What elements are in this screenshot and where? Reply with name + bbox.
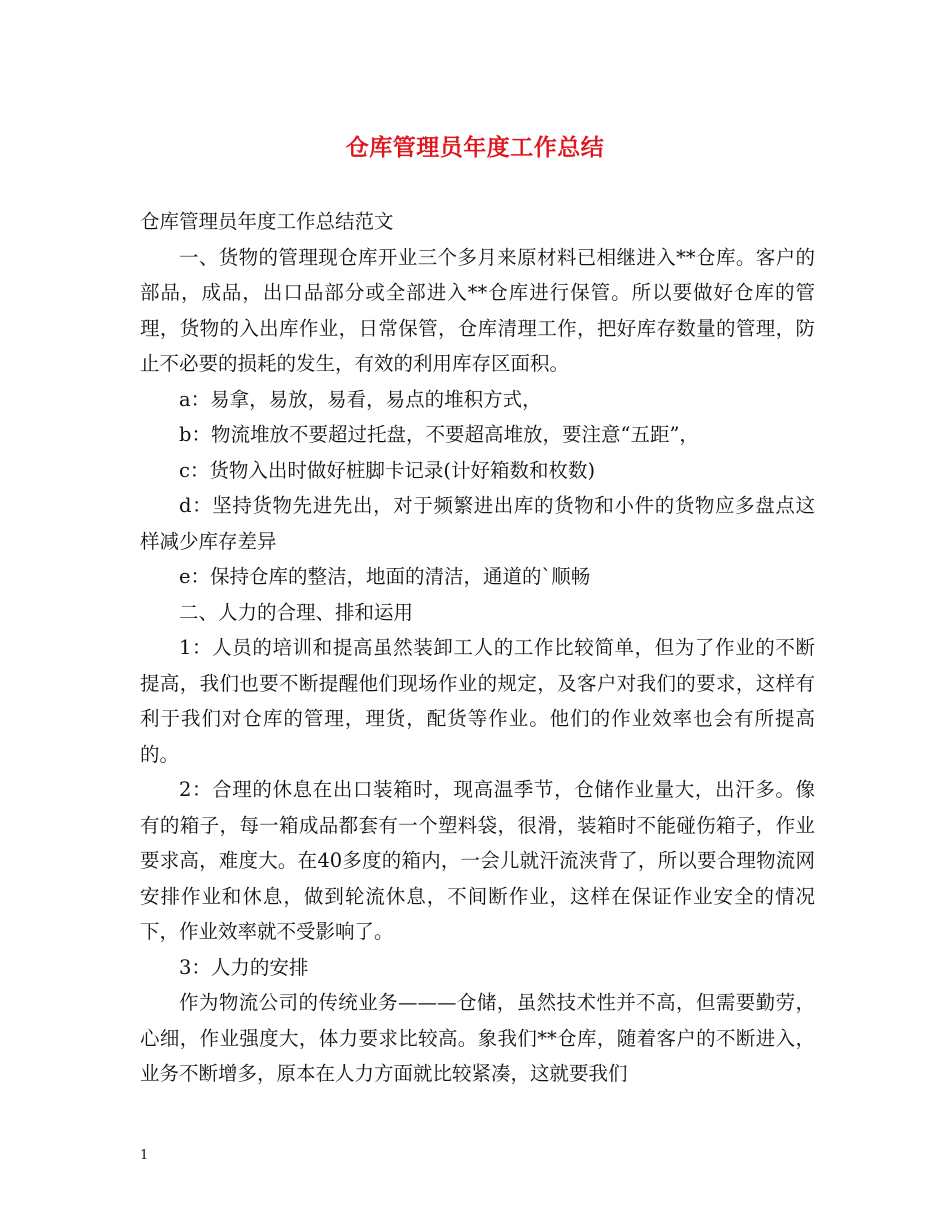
document-body bbox=[140, 204, 815, 1092]
list-item-c: c：货物入出时做好桩脚卡记录(计好箱数和枚数) bbox=[179, 458, 596, 482]
page-number: 1 bbox=[140, 1148, 149, 1163]
section-heading-arrangement: 3：人力的安排 bbox=[179, 955, 309, 979]
paragraph-training: 1：人员的培训和提高虽然装卸工人的工作比较简单，但为了作业的不断提高，我们也要不断提醒他们现场作业的规定，及客户对我们的要求，这样有利于我们对仓库的管理，理货，配货等作业。他们的作业效率也会有所提高的。 bbox=[140, 636, 815, 766]
list-item-a: a：易拿，易放，易看，易点的堆积方式， bbox=[179, 387, 542, 411]
document-subtitle: 仓库管理员年度工作总结范文 bbox=[140, 210, 394, 233]
list-item-b: b：物流堆放不要超过托盘，不要超高堆放，要注意“五距”， bbox=[179, 423, 699, 446]
section-heading-manpower: 二、人力的合理、排和运用 bbox=[179, 600, 414, 624]
paragraph-arrangement: 作为物流公司的传统业务———仓储，虽然技术性并不高，但需要勤劳，心细，作业强度大，体力要求比较高。象我们**仓库，随着客户的不断进入，业务不断增多，原本在人力方面就比较紧凑，这就要我们 bbox=[140, 991, 815, 1085]
list-item-d: d：坚持货物先进先出，对于频繁进出库的货物和小件的货物应多盘点这样减少库存差异 bbox=[140, 494, 815, 553]
paragraph-goods-management: 一、货物的管理现仓库开业三个多月来原材料已相继进入**仓库。客户的部品，成品，出口品部分或全部进入**仓库进行保管。所以要做好仓库的管理，货物的入出库作业，日常保管，仓库清理工作，把好库存数量的管理，防止不必要的损耗的发生，有效的利用库存区面积。 bbox=[140, 245, 815, 375]
document-title: 仓库管理员年度工作总结 bbox=[345, 134, 605, 161]
paragraph-rest: 2：合理的休息在出口装箱时，现高温季节，仓储作业量大，出汗多。像有的箱子，每一箱成品都套有一个塑料袋，很滑，装箱时不能碰伤箱子，作业要求高，难度大。在40多度的箱内，一会儿就汗流浃背了，所以要合理物流网安排作业和休息，做到轮流休息，不间断作业，这样在保证作业安全的情况下，作业效率就不受影响了。 bbox=[140, 778, 815, 943]
list-item-e: e：保持仓库的整洁，地面的清洁，通道的`顺畅 bbox=[179, 565, 591, 588]
